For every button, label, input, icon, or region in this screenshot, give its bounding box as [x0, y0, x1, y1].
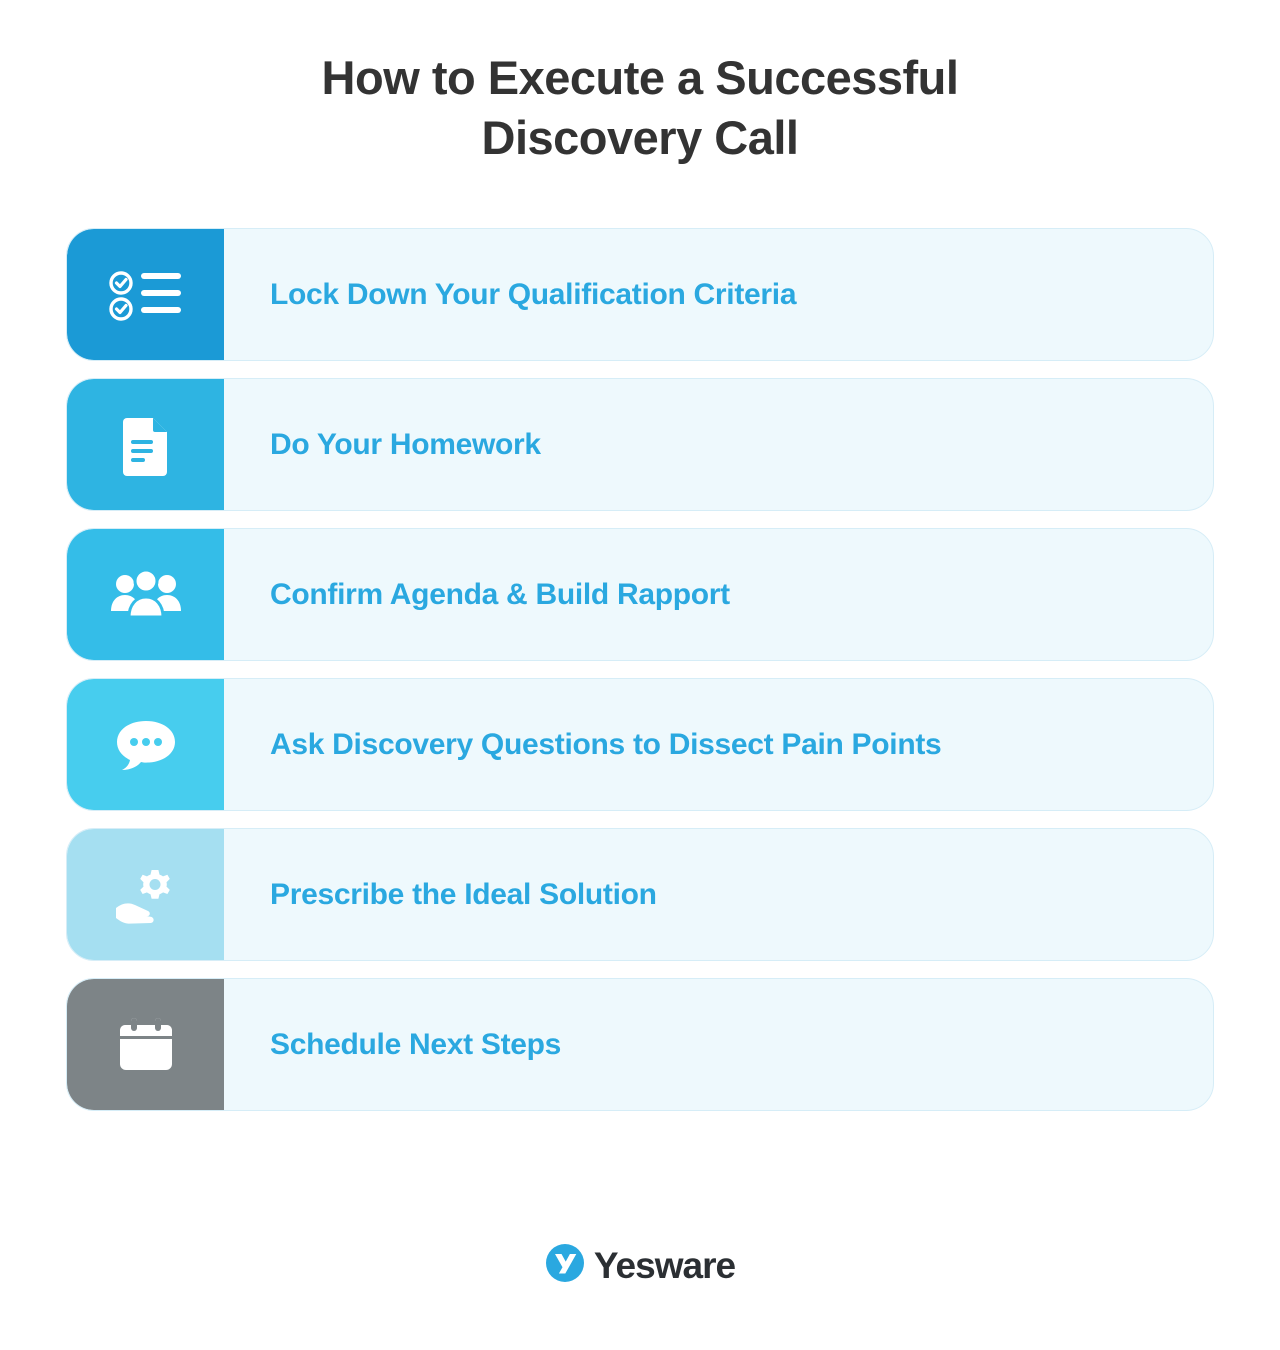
step-label: Do Your Homework: [270, 427, 541, 461]
step-icon-block: [67, 679, 224, 810]
page-title-line-1: How to Execute a Successful: [321, 51, 959, 104]
step-row: [66, 378, 1214, 511]
step-row: [66, 228, 1214, 361]
step-icon-block: [67, 829, 224, 960]
hand-gear-icon: [110, 864, 182, 926]
yesware-logo-icon: [545, 1243, 585, 1288]
footer-logo: [0, 1243, 1280, 1288]
step-icon-block: [67, 379, 224, 510]
page-title-line-2: Discovery Call: [481, 111, 799, 165]
step-row: [66, 978, 1214, 1111]
step-row: [66, 828, 1214, 961]
steps-list: [0, 228, 1280, 1111]
document-icon: [119, 414, 173, 476]
checklist-icon: [107, 265, 185, 325]
step-label: Ask Discovery Questions to Dissect Pain Points: [270, 727, 942, 761]
step-icon-block: [67, 229, 224, 360]
step-label: Confirm Agenda & Build Rapport: [270, 577, 730, 611]
step-row: [66, 678, 1214, 811]
calendar-icon: [116, 1016, 176, 1074]
step-label: Prescribe the Ideal Solution: [270, 877, 657, 911]
chat-bubble-icon: [111, 715, 181, 775]
step-icon-block: [67, 979, 224, 1110]
step-row: [66, 528, 1214, 661]
step-label: Lock Down Your Qualification Criteria: [270, 277, 797, 311]
people-group-icon: [109, 567, 183, 623]
step-icon-block: [67, 529, 224, 660]
yesware-wordmark: Yesware: [593, 1244, 736, 1286]
page-title: [190, 0, 1090, 168]
step-label: Schedule Next Steps: [270, 1027, 562, 1061]
